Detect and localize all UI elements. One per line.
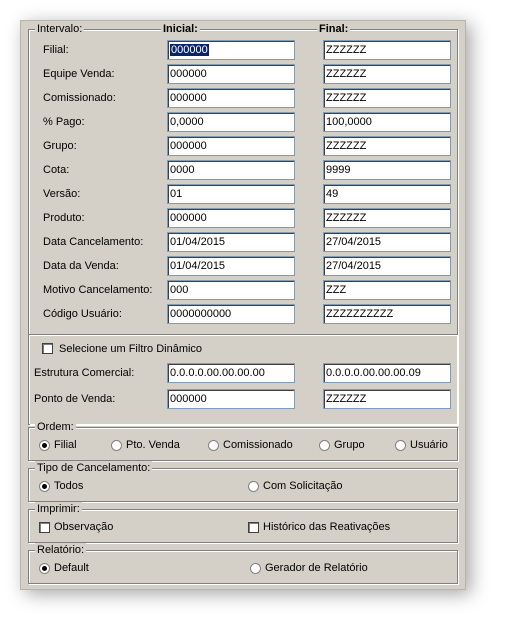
- pago-inicial-input[interactable]: 0,0000: [167, 112, 295, 132]
- row-cota: [29, 160, 457, 182]
- ordem-pto-venda-label[interactable]: Pto. Venda: [126, 439, 180, 451]
- data-cancelamento-final-input[interactable]: 27/04/2015: [323, 232, 451, 252]
- codigo-usuario-inicial-input[interactable]: 0000000000: [167, 304, 295, 324]
- versao-inicial-input[interactable]: 01: [167, 184, 295, 204]
- estrutura-comercial-label: Estrutura Comercial:: [34, 367, 135, 379]
- row-comissionado: [29, 88, 457, 110]
- motivo-cancelamento-final-input[interactable]: ZZZ: [323, 280, 451, 300]
- row-motivo-cancelamento: [29, 280, 457, 302]
- ordem-comissionado-radio[interactable]: [208, 440, 219, 451]
- data-cancelamento-label: Data Cancelamento:: [43, 236, 144, 248]
- grupo-final-input[interactable]: ZZZZZZ: [323, 136, 451, 156]
- intervalo-group: [28, 23, 458, 425]
- ordem-filial-label[interactable]: Filial: [54, 439, 77, 451]
- ordem-filial-radio[interactable]: [39, 440, 50, 451]
- comissionado-final-input[interactable]: ZZZZZZ: [323, 88, 451, 108]
- filtro-dinamico-checkbox[interactable]: [42, 343, 53, 354]
- cancelamento-todos-radio[interactable]: [39, 481, 50, 492]
- cancelamento-com-solicitacao-label[interactable]: Com Solicitação: [263, 480, 343, 492]
- ordem-pto-venda-radio[interactable]: [111, 440, 122, 451]
- filtro-dinamico-label[interactable]: Selecione um Filtro Dinâmico: [59, 343, 203, 355]
- historico-reativacoes-checkbox[interactable]: [248, 522, 259, 533]
- observacao-label[interactable]: Observação: [54, 521, 114, 533]
- ponto-venda-final-input[interactable]: ZZZZZZ: [323, 389, 451, 409]
- produto-inicial-input[interactable]: 000000: [167, 208, 295, 228]
- row-versao: [29, 184, 457, 206]
- pago-final-input[interactable]: 100,0000: [323, 112, 451, 132]
- data-venda-final-input[interactable]: 27/04/2015: [323, 256, 451, 276]
- ordem-usuario-radio[interactable]: [395, 440, 406, 451]
- relatorio-gerador-radio[interactable]: [250, 563, 261, 574]
- equipe-venda-label: Equipe Venda:: [43, 68, 115, 80]
- data-venda-inicial-input[interactable]: 01/04/2015: [167, 256, 295, 276]
- equipe-venda-final-input[interactable]: ZZZZZZ: [323, 64, 451, 84]
- ordem-comissionado-label[interactable]: Comissionado: [223, 439, 293, 451]
- relatorio-gerador-label[interactable]: Gerador de Relatório: [265, 562, 368, 574]
- ordem-group: [28, 421, 458, 461]
- row-filial: [29, 40, 457, 62]
- cancelamento-com-solicitacao-radio[interactable]: [248, 481, 259, 492]
- relatorio-default-label[interactable]: Default: [54, 562, 89, 574]
- row-equipe-venda: [29, 64, 457, 86]
- ordem-legend: Ordem:: [37, 421, 74, 433]
- cancelamento-todos-label[interactable]: Todos: [54, 480, 84, 492]
- ordem-usuario-label[interactable]: Usuário: [410, 439, 448, 451]
- ponto-venda-label: Ponto de Venda:: [34, 393, 116, 405]
- intervalo-legend: Intervalo:: [37, 23, 83, 35]
- col-inicial-header: Inicial:: [163, 23, 198, 35]
- grupo-label: Grupo:: [43, 140, 77, 152]
- row-estrutura-comercial: [29, 363, 457, 385]
- tipo-cancelamento-legend: Tipo de Cancelamento:: [37, 462, 151, 474]
- row-ponto-venda: [29, 389, 457, 411]
- row-pago: [29, 112, 457, 134]
- relatorio-default-radio[interactable]: [39, 563, 50, 574]
- filial-final-input[interactable]: ZZZZZZ: [323, 40, 451, 60]
- cota-final-input[interactable]: 9999: [323, 160, 451, 180]
- tipo-cancelamento-group: [28, 462, 458, 502]
- row-grupo: [29, 136, 457, 158]
- row-codigo-usuario: [29, 304, 457, 326]
- data-venda-label: Data da Venda:: [43, 260, 119, 272]
- versao-label: Versão:: [43, 188, 81, 200]
- estrutura-comercial-final-input[interactable]: 0.0.0.0.00.00.00.09: [323, 363, 451, 383]
- observacao-checkbox[interactable]: [39, 522, 50, 533]
- comissionado-label: Comissionado:: [43, 92, 116, 104]
- filial-label: Filial:: [43, 44, 69, 56]
- cota-label: Cota:: [43, 164, 70, 176]
- filtro-dinamico-group: [29, 334, 457, 424]
- motivo-cancelamento-inicial-input[interactable]: 000: [167, 280, 295, 300]
- equipe-venda-inicial-input[interactable]: 000000: [167, 64, 295, 84]
- historico-reativacoes-label[interactable]: Histórico das Reativações: [263, 521, 391, 533]
- cota-inicial-input[interactable]: 0000: [167, 160, 295, 180]
- produto-label: Produto:: [43, 212, 85, 224]
- produto-final-input[interactable]: ZZZZZZ: [323, 208, 451, 228]
- grupo-inicial-input[interactable]: 000000: [167, 136, 295, 156]
- estrutura-comercial-inicial-input[interactable]: 0.0.0.0.00.00.00.00: [167, 363, 295, 383]
- filial-inicial-value: 000000: [171, 44, 208, 56]
- codigo-usuario-final-input[interactable]: ZZZZZZZZZZ: [323, 304, 451, 324]
- motivo-cancelamento-label: Motivo Cancelamento:: [43, 284, 153, 296]
- row-data-venda: [29, 256, 457, 278]
- row-data-cancelamento: [29, 232, 457, 254]
- imprimir-legend: Imprimir:: [37, 503, 80, 515]
- filial-inicial-input[interactable]: [167, 40, 295, 60]
- ordem-grupo-label[interactable]: Grupo: [334, 439, 365, 451]
- versao-final-input[interactable]: 49: [323, 184, 451, 204]
- ponto-venda-inicial-input[interactable]: 000000: [167, 389, 295, 409]
- ordem-grupo-radio[interactable]: [319, 440, 330, 451]
- imprimir-group: [28, 503, 458, 543]
- report-filter-panel: [20, 20, 466, 590]
- pago-label: % Pago:: [43, 116, 85, 128]
- row-produto: [29, 208, 457, 230]
- relatorio-group: [28, 544, 458, 584]
- codigo-usuario-label: Código Usuário:: [43, 308, 122, 320]
- col-final-header: Final:: [319, 23, 349, 35]
- comissionado-inicial-input[interactable]: 000000: [167, 88, 295, 108]
- relatorio-legend: Relatório:: [37, 544, 85, 556]
- data-cancelamento-inicial-input[interactable]: 01/04/2015: [167, 232, 295, 252]
